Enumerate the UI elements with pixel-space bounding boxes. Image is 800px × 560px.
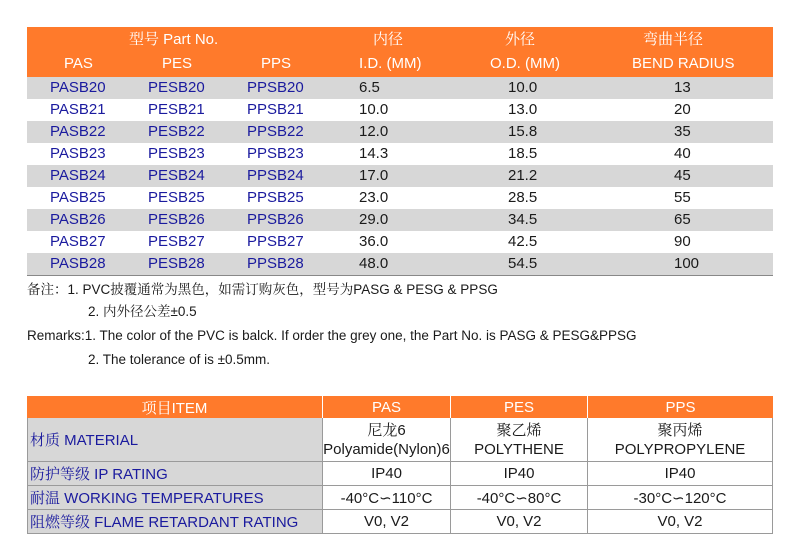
cell-bend-radius: 90 [674, 233, 691, 250]
table-row [27, 187, 773, 209]
cell-od: 34.5 [508, 211, 538, 228]
table-row [27, 486, 773, 510]
cell-bend-radius: 40 [674, 145, 691, 162]
cell-pps-material [588, 418, 773, 462]
cell-pps: PPSB25 [247, 189, 304, 206]
cell-bend-radius: 55 [674, 189, 691, 206]
spec-table [27, 27, 773, 276]
cell-pes-material-cn: 聚乙烯 [496, 421, 542, 439]
header-id-en: I.D. (MM) [359, 55, 422, 72]
cell-id: 14.3 [359, 145, 389, 162]
table-row [27, 99, 773, 121]
cell-pas-material-cn: 尼龙6 [367, 421, 406, 439]
cell-pes: PESB25 [148, 189, 205, 206]
cell-pps: PPSB24 [247, 167, 304, 184]
cell-pes: PESB23 [148, 145, 205, 162]
cell-pps: PPSB27 [247, 233, 304, 250]
cell-pps: PPSB26 [247, 211, 304, 228]
header-pes: PES [451, 396, 588, 418]
cell-id: 17.0 [359, 167, 389, 184]
cell-id: 10.0 [359, 101, 389, 118]
cell-pps-flame: V0, V2 [588, 510, 773, 534]
cell-pes-flame: V0, V2 [451, 510, 588, 534]
cell-pas-ip: IP40 [323, 462, 451, 486]
spec-table-header [27, 27, 773, 77]
header-od-en: O.D. (MM) [490, 55, 560, 72]
cell-id: 36.0 [359, 233, 389, 250]
cell-pas: PASB24 [50, 167, 106, 184]
cell-bend-radius: 35 [674, 123, 691, 140]
cell-pps: PPSB28 [247, 255, 304, 272]
header-bend-en: BEND RADIUS [632, 55, 735, 72]
cell-od: 13.0 [508, 101, 538, 118]
header-od-cn: 外径 [505, 31, 536, 48]
cell-bend-radius: 45 [674, 167, 691, 184]
cell-pas-flame: V0, V2 [323, 510, 451, 534]
cell-bend-radius: 20 [674, 101, 691, 118]
cell-pes: PESB22 [148, 123, 205, 140]
table-row [27, 462, 773, 486]
cell-bend-radius: 100 [674, 255, 700, 272]
cell-pas: PASB26 [50, 211, 106, 228]
cell-pes-material [451, 418, 588, 462]
cell-od: 42.5 [508, 233, 538, 250]
cell-bend-radius: 13 [674, 79, 691, 96]
cell-id: 23.0 [359, 189, 389, 206]
cell-pes: PESB28 [148, 255, 205, 272]
cell-pas: PASB28 [50, 255, 106, 272]
header-pas: PAS [323, 396, 451, 418]
cell-pas: PASB25 [50, 189, 106, 206]
table-bottom-rule [27, 275, 773, 276]
header-part-no: 型号 Part No. [129, 31, 219, 48]
cell-pas: PASB23 [50, 145, 106, 162]
cell-od: 28.5 [508, 189, 538, 206]
row-label-flame-rating: 阻燃等级 FLAME RETARDANT RATING [27, 510, 323, 534]
cell-pas: PASB22 [50, 123, 106, 140]
cell-pas: PASB27 [50, 233, 106, 250]
row-label-ip-rating: 防护等级 IP RATING [27, 462, 323, 486]
note-cn-2: 2. 内外径公差±0.5 [88, 304, 197, 319]
cell-pas-temp: -40°C∽110°C [323, 486, 451, 510]
cell-id: 6.5 [359, 79, 380, 96]
table-row [27, 209, 773, 231]
cell-od: 18.5 [508, 145, 538, 162]
cell-pps: PPSB20 [247, 79, 304, 96]
table-row [27, 165, 773, 187]
cell-id: 12.0 [359, 123, 389, 140]
header-pps: PPS [588, 396, 773, 418]
cell-pps-material-cn: 聚丙烯 [657, 421, 703, 439]
cell-pes-material-en: POLYTHENE [474, 440, 564, 458]
header-id-cn: 内径 [373, 31, 404, 48]
header-pas: PAS [64, 55, 93, 72]
header-pes: PES [162, 55, 193, 72]
note-en-2: 2. The tolerance of is ±0.5mm. [88, 352, 270, 367]
cell-pas-material [323, 418, 451, 462]
cell-pps: PPSB23 [247, 145, 304, 162]
header-bend-cn: 弯曲半径 [643, 31, 704, 48]
cell-pps: PPSB21 [247, 101, 304, 118]
properties-body [27, 418, 773, 534]
cell-pes-temp: -40°C∽80°C [451, 486, 588, 510]
table-row [27, 231, 773, 253]
properties-header [27, 396, 773, 418]
cell-pes-ip: IP40 [451, 462, 588, 486]
cell-od: 54.5 [508, 255, 538, 272]
cell-pas: PASB21 [50, 101, 106, 118]
cell-id: 48.0 [359, 255, 389, 272]
note-en-1: Remarks:1. The color of the PVC is balck. If order the grey one, the Part No. is PASG & PESG&PPSG [27, 328, 637, 343]
cell-pps-ip: IP40 [588, 462, 773, 486]
note-cn-1: 备注：1. PVC披覆通常为黑色，如需订购灰色，型号为PASG & PESG & PPSG [27, 282, 498, 297]
table-row [27, 418, 773, 462]
cell-pas-material-en: Polyamide(Nylon)6 [323, 440, 450, 458]
cell-pps-temp: -30°C∽120°C [588, 486, 773, 510]
cell-id: 29.0 [359, 211, 389, 228]
cell-pps: PPSB22 [247, 123, 304, 140]
cell-bend-radius: 65 [674, 211, 691, 228]
properties-table [27, 396, 773, 534]
cell-od: 10.0 [508, 79, 538, 96]
cell-pes: PESB27 [148, 233, 205, 250]
table-row [27, 121, 773, 143]
cell-od: 15.8 [508, 123, 538, 140]
header-pps: PPS [261, 55, 292, 72]
cell-od: 21.2 [508, 167, 538, 184]
cell-pps-material-en: POLYPROPYLENE [614, 440, 746, 458]
cell-pes: PESB20 [148, 79, 205, 96]
row-label-material: 材质 MATERIAL [27, 418, 323, 462]
cell-pes: PESB26 [148, 211, 205, 228]
header-item: 项目ITEM [27, 396, 323, 418]
table-row [27, 510, 773, 534]
table-row [27, 143, 773, 165]
row-label-temperatures: 耐温 WORKING TEMPERATURES [27, 486, 323, 510]
table-row [27, 77, 773, 99]
cell-pes: PESB24 [148, 167, 205, 184]
cell-pas: PASB20 [50, 79, 106, 96]
cell-pes: PESB21 [148, 101, 205, 118]
table-row [27, 253, 773, 275]
